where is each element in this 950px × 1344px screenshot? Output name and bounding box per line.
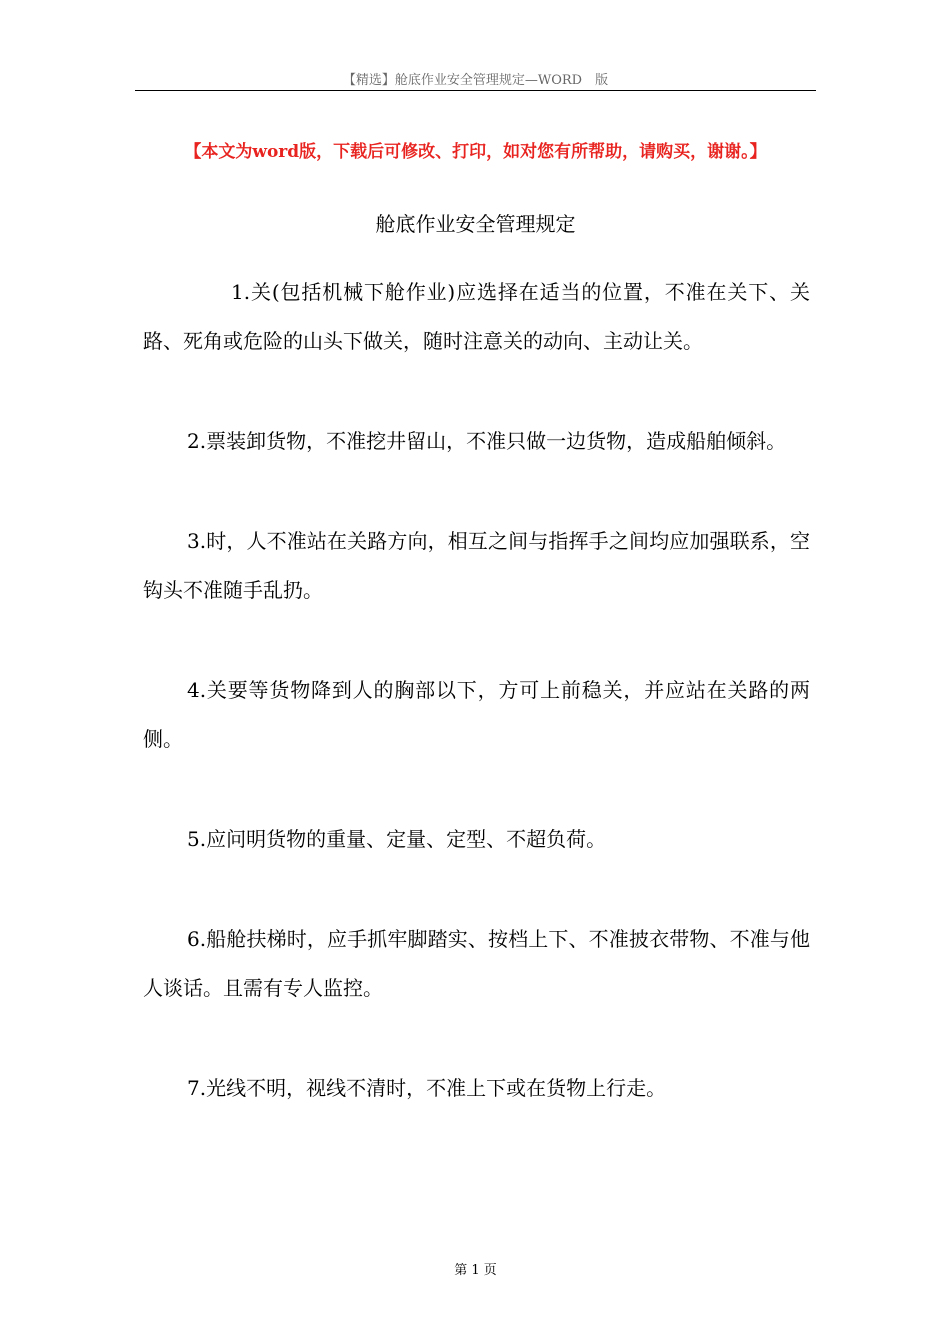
document-title: 舱底作业安全管理规定 bbox=[375, 212, 576, 236]
document-body bbox=[143, 268, 810, 1164]
paragraph-1: 1.关(包括机械下舱作业)应选择在适当的位置，不准在关下、关路、死角或危险的山头下做关，随时注意关的动向、主动让关。 bbox=[143, 280, 810, 353]
paragraph-4: 4.关要等货物降到人的胸部以下，方可上前稳关，并应站在关路的两侧。 bbox=[143, 678, 810, 751]
page-header: 【精选】舱底作业安全管理规定—WORD 版 bbox=[342, 73, 609, 88]
paragraph-2: 2.票装卸货物，不准挖井留山，不准只做一边货物，造成船舶倾斜。 bbox=[187, 429, 787, 453]
download-notice: 【本文为word版，下载后可修改、打印，如对您有所帮助，请购买，谢谢。】 bbox=[184, 142, 767, 162]
paragraph-7: 7.光线不明，视线不清时，不准上下或在货物上行走。 bbox=[187, 1076, 667, 1100]
paragraph-5: 5.应问明货物的重量、定量、定型、不超负荷。 bbox=[187, 827, 607, 851]
paragraph-3: 3.时，人不准站在关路方向，相互之间与指挥手之间均应加强联系，空钩头不准随手乱扔。 bbox=[143, 529, 810, 602]
paragraph-6: 6.船舱扶梯时，应手抓牢脚踏实、按档上下、不准披衣带物、不准与他人谈话。且需有专人监控。 bbox=[143, 927, 810, 1000]
header-divider bbox=[135, 90, 816, 91]
page-number: 第 1 页 bbox=[454, 1263, 497, 1278]
